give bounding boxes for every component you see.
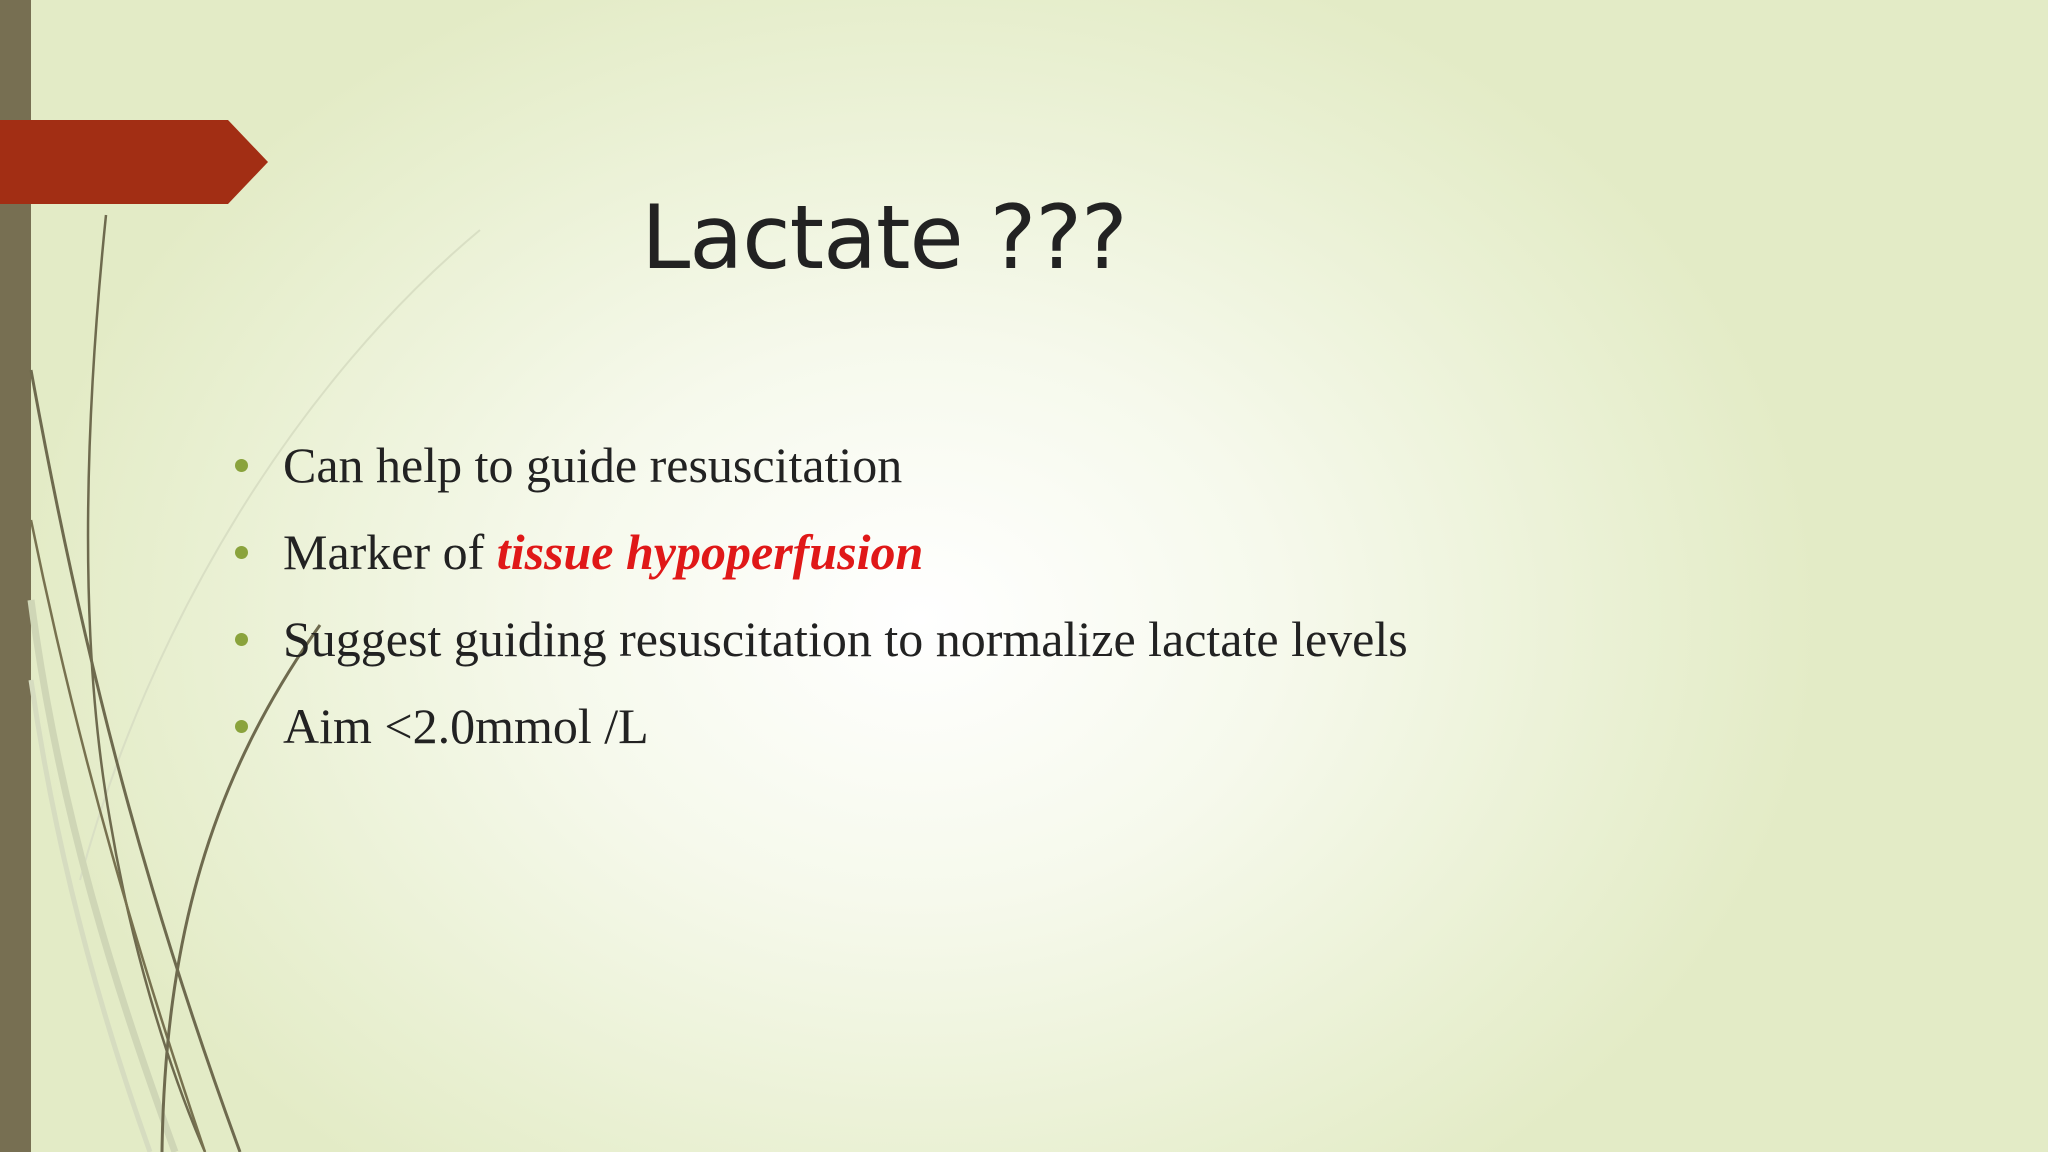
bullet-text: Suggest guiding resuscitation to normalize lactate levels: [283, 611, 1408, 667]
bullet-icon: [235, 459, 248, 472]
bullet-icon: [235, 633, 248, 646]
bullet-emphasis: tissue hypoperfusion: [496, 524, 924, 580]
list-item: [230, 691, 1408, 778]
slide-title: Lactate ???: [641, 186, 1127, 289]
list-item: [230, 604, 1408, 691]
bullet-text: Can help to guide resuscitation: [283, 437, 903, 493]
bullet-text: Marker of: [283, 524, 497, 580]
bullet-icon: [235, 546, 248, 559]
list-item: [230, 430, 1408, 517]
bullet-list: [230, 430, 1408, 778]
bullet-text: Aim <2.0mmol /L: [283, 698, 649, 754]
bullet-icon: [235, 720, 248, 733]
list-item: [230, 517, 1408, 604]
